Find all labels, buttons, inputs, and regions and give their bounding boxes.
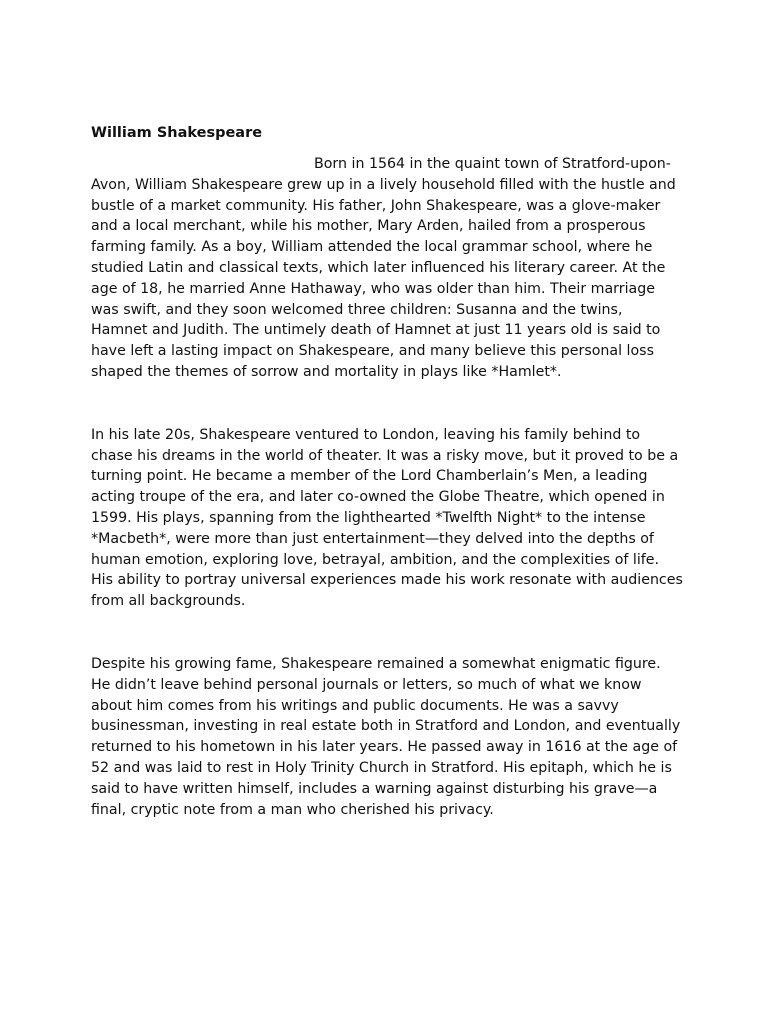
paragraph-early-life-text: Born in 1564 in the quaint town of Stratford-upon-Avon, William Shakespeare grew up in a lively household filled with the hustle and bustle of a market community. His father, John Shakespeare, was a glove-maker and a local merchant, while his mother, Mary Arden, hailed from a prosperous farming family. As a boy, William attended the local grammar school, where he studied Latin and classical texts, which later influenced his literary career. At the age of 18, he married Anne Hathaway, who was older than him. Their marriage was swift, and they soon welcomed three children: Susanna and the twins, Hamnet and Judith. The untimely death of Hamnet at just 11 years old is said to have left a lasting impact on Shakespeare, and many believe this personal loss shaped the themes of sorrow and mortality in plays like *Hamlet*. [91, 156, 676, 380]
paragraph-later-life: Despite his growing fame, Shakespeare remained a somewhat enigmatic figure. He didn’t leave behind personal journals or letters, so much of what we know about him comes from his writings and public documents. He was a savvy businessman, investing in real estate both in Stratford and London, and eventually returned to his hometown in his later years. He passed away in 1616 at the age of 52 and was laid to rest in Holy Trinity Church in Stratford. His epitaph, which he is said to have written himself, includes a warning against disturbing his grave—a final, cryptic note from a man who cherished his privacy. [91, 655, 681, 818]
paragraph-london-career: In his late 20s, Shakespeare ventured to London, leaving his family behind to chase his dreams in the world of theater. It was a risky move, but it proved to be a turning point. He became a member of the Lord Chamberlain’s Men, a leading acting troupe of the era, and later co-owned the Globe Theatre, which opened in 1599. His plays, spanning from the lighthearted *Twelfth Night* to the intense *Macbeth*, were more than just entertainment—they delved into the depths of human emotion, exploring love, betrayal, ambition, and the complexities of life. His ability to portray universal experiences made his work resonate with audiences from all backgrounds. [91, 426, 683, 610]
paragraph-gap [91, 612, 683, 654]
paragraph-gap [91, 383, 683, 425]
document-title: William Shakespeare [91, 125, 263, 141]
paragraph-early-life [91, 154, 683, 383]
document-page [91, 121, 683, 820]
